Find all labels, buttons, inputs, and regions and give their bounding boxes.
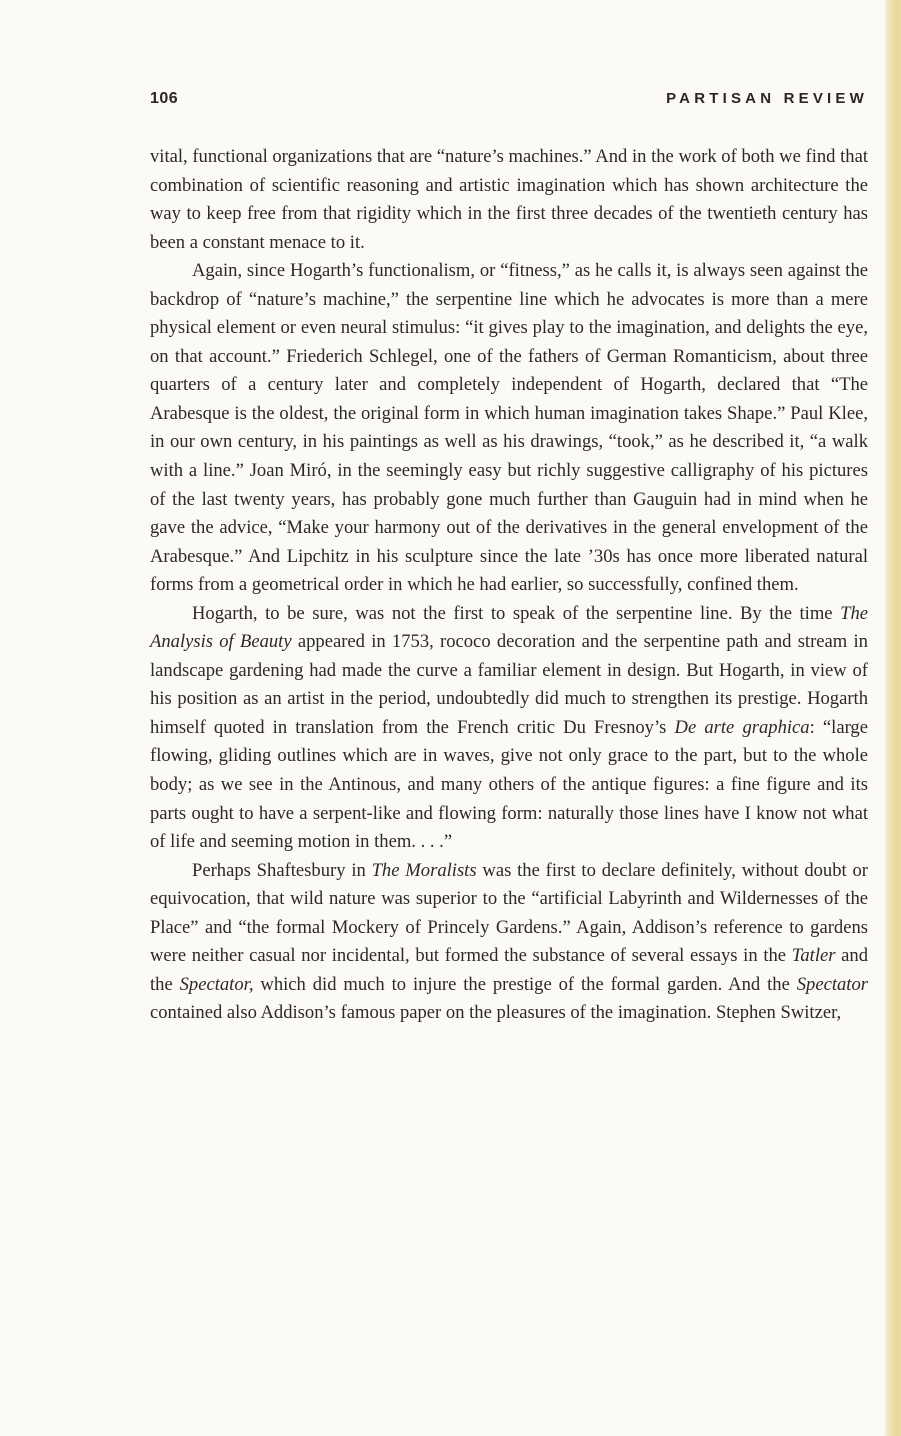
running-head: PARTISAN REVIEW [666, 90, 868, 107]
body-text [150, 143, 868, 1028]
page-header [150, 90, 868, 116]
text-run: appeared in 1753, rococo decoration and the serpentine path and stream in landscape gardening had made the curve a familiar element in design. But Hogarth, in view of his position as an artist in the period, undoubtedly did much to strengthen its prestige. Hogarth himself quoted in translation from the French critic Du Fresnoy’s [150, 631, 868, 738]
paragraph [150, 600, 868, 857]
text-run: Perhaps Shaftesbury in [192, 859, 372, 881]
italic-title: The Analysis of Beauty [150, 602, 868, 653]
italic-title: De arte graphica [674, 716, 810, 738]
italic-title: Tatler [791, 945, 836, 967]
italic-title: The Moralists [371, 859, 477, 881]
italic-title: Spectator, [179, 973, 254, 995]
text-run: and the [150, 945, 869, 995]
text-run: contained also Addison’s famous paper on the pleasures of the imagination. Stephen Switzer, [150, 1002, 842, 1024]
italic-title: Spectator [796, 973, 868, 995]
text-run: was the first to declare definitely, without doubt or equivocation, that wild nature was superior to the “artificial Labyrinth and Wildernesses of the Place” and “the formal Mockery of Princely Gardens.” Again, Addison’s reference to gardens were neither casual nor incidental, but formed the substance of several essays in the [150, 859, 868, 967]
paragraph [150, 857, 868, 1028]
text-run: vital, functional organizations that are “nature’s machines.” And in the work of both we find that combination of scientific reasoning and artistic imagination which has shown architecture the way to keep free from that rigidity which in the first three decades of the twentieth century has been a constant menace to it. [150, 146, 868, 253]
page-edge [885, 0, 901, 1436]
text-run: Again, since Hogarth’s functionalism, or “fitness,” as he calls it, is always seen against the backdrop of “nature’s machine,” the serpentine line which he advocates is more than a mere physical element or even neural stimulus: “it gives play to the imagination, and delights the eye, on that account.” Friederich Schlegel, one of the fathers of German Romanticism, about three quarters of a century later and completely independent of Hogarth, declared that “The Arabesque is the oldest, the original form in which human imagination takes Shape.” Paul Klee, in our own century, in his paintings as well as his drawings, “took,” as he described it, “a walk with a line.” Joan Miró, in the seemingly easy but richly suggestive calligraphy of his pictures of the last twenty years, has probably gone much further than Gauguin had in mind when he gave the advice, “Make your harmony out of the derivatives in the general envelopment of the Arabesque.” And Lipchitz in his sculpture since the late ’30s has once more liberated natural forms from a geometrical order in which he had earlier, so successfully, confined them. [150, 260, 868, 596]
text-run: Hogarth, to be sure, was not the first to speak of the serpentine line. By the time [192, 602, 841, 624]
paragraph [150, 257, 868, 600]
page-number: 106 [150, 90, 179, 107]
text-run: which did much to injure the prestige of the formal garden. And the [253, 973, 797, 995]
text-run: : “large flowing, gliding outlines which are in waves, give not only grace to the part, but to the whole body; as we see in the Antinous, and many others of the antique figures: a fine figure and its parts ought to have a serpent-like and flowing form: naturally those lines have I know not what of life and seeming motion in them. . . .” [150, 716, 868, 853]
paragraph [150, 143, 868, 257]
